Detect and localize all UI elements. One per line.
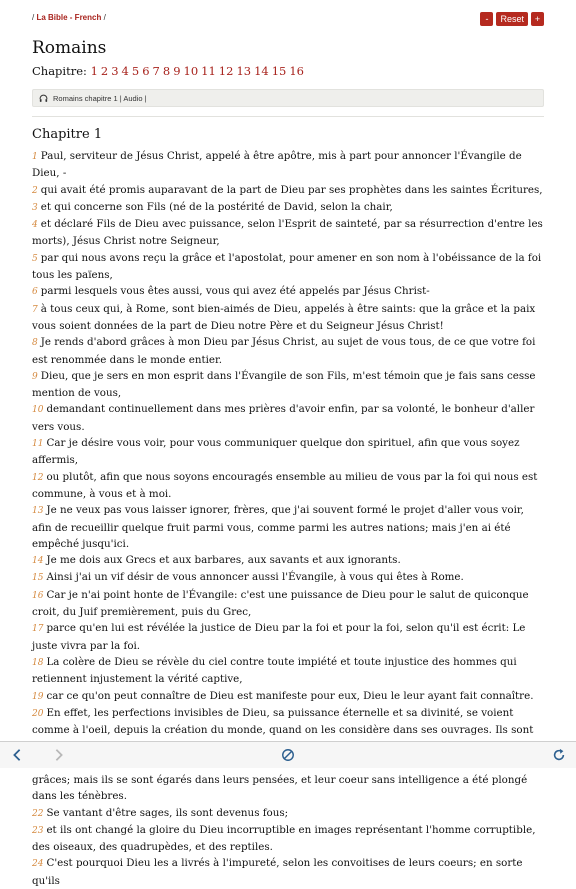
verse-text: Je rends d'abord grâces à mon Dieu par Jésus Christ, au sujet de vous tous, de ce que votre foi est renommée dans le monde entier. <box>32 336 536 366</box>
verse <box>32 250 546 284</box>
verse <box>32 569 546 586</box>
verse-text: Paul, serviteur de Jésus Christ, appelé à être apôtre, mis à part pour annoncer l'Évangile de Dieu, - <box>32 150 522 180</box>
breadcrumb-link-bible[interactable]: La Bible - French <box>36 13 102 22</box>
chapter-link-11[interactable]: 11 <box>201 64 216 78</box>
verse-number: 16 <box>32 590 44 601</box>
forward-arrow-icon[interactable] <box>52 747 66 766</box>
verse-text: et déclaré Fils de Dieu avec puissance, selon l'Esprit de sainteté, par sa résurrection d'entre les morts), Jésus Christ notre Seigneur, <box>32 218 543 248</box>
chapter-link-3[interactable]: 3 <box>111 64 119 78</box>
verse-text: C'est pourquoi Dieu les a livrés à l'impureté, selon les convoitises de leurs coeurs; en sorte qu'ils <box>32 857 523 887</box>
verse-number: 11 <box>32 439 44 450</box>
verse-text: Dieu, que je sers en mon esprit dans l'Évangile de son Fils, m'est témoin que je fais sans cesse mention de vous, <box>32 369 536 400</box>
verse-text: car ce qu'on peut connaître de Dieu est manifeste pour eux, Dieu le leur ayant fait connaître. <box>46 689 534 702</box>
chapter-link-7[interactable]: 7 <box>152 64 160 78</box>
chapter-label: Chapitre: <box>32 64 87 78</box>
verse-number: 8 <box>32 338 38 349</box>
verse <box>32 620 546 654</box>
verse <box>32 283 546 300</box>
verse <box>32 855 546 889</box>
verse-text: Car je n'ai point honte de l'Évangile: c'est une puissance de Dieu pour le salut de quiconque croit, du Juif premièrement, puis du Grec, <box>32 588 529 619</box>
verse <box>32 502 546 552</box>
verse <box>32 334 546 368</box>
page-title: Romains <box>32 38 107 58</box>
chapter-nav <box>32 64 307 78</box>
verse-text: parce qu'en lui est révélée la justice de Dieu par la foi et pour la foi, selon qu'il est écrit: Le juste vivra par la foi. <box>32 622 526 652</box>
chapter-link-2[interactable]: 2 <box>100 64 109 78</box>
verse-number: 15 <box>32 573 44 584</box>
verse <box>32 301 546 335</box>
chapter-link-14[interactable]: 14 <box>254 64 269 78</box>
verse-number: 6 <box>32 287 38 298</box>
audio-bar <box>32 89 544 107</box>
verse-number: 2 <box>32 185 38 196</box>
increase-font-button[interactable]: + <box>531 12 544 26</box>
verse-number: 7 <box>32 304 38 315</box>
verse-number: 12 <box>32 472 44 483</box>
headphones-icon[interactable] <box>39 94 48 103</box>
verse-text: par qui nous avons reçu la grâce et l'apostolat, pour amener en son nom à l'obéissance de la foi tous les païens, <box>32 251 542 282</box>
chapter-link-5[interactable]: 5 <box>131 64 140 78</box>
chapter-link-10[interactable]: 10 <box>183 64 199 78</box>
verse <box>32 469 546 503</box>
chapter-list <box>91 64 307 78</box>
verse-text: Car je désire vous voir, pour vous communiquer quelque don spirituel, afin que vous soyez affermis, <box>32 437 520 467</box>
verse-number: 3 <box>32 202 38 213</box>
verse-text: Ainsi j'ai un vif désir de vous annoncer aussi l'Évangile, à vous qui êtes à Rome. <box>46 571 464 584</box>
verse-number: 9 <box>32 371 38 382</box>
decrease-font-button[interactable]: - <box>480 12 493 26</box>
verse-text: qui avait été promis auparavant de la part de Dieu par ses prophètes dans les saintes Écritures, <box>40 183 543 196</box>
verse-list <box>32 148 546 889</box>
breadcrumb-prefix: / <box>32 13 37 22</box>
chapter-link-12[interactable]: 12 <box>218 64 234 78</box>
bottom-toolbar <box>0 741 576 768</box>
verse-number: 19 <box>32 691 44 702</box>
reload-icon[interactable] <box>552 747 566 766</box>
breadcrumb <box>32 13 106 22</box>
verse-text: grâces; mais ils se sont égarés dans leurs pensées, et leur coeur sans intelligence a été plongé dans les ténèbres. <box>32 773 528 803</box>
top-bar <box>32 12 544 28</box>
block-icon[interactable] <box>281 747 295 766</box>
verse-number: 24 <box>32 859 44 870</box>
verse <box>32 822 546 856</box>
breadcrumb-suffix: / <box>101 13 106 22</box>
verse-number: 22 <box>32 808 44 819</box>
verse-number: 4 <box>32 220 38 231</box>
verse-text: et ils ont changé la gloire du Dieu incorruptible en images représentant l'homme corruptible, des oiseaux, des quadrupèdes, et des reptiles. <box>32 823 536 854</box>
verse-number: 18 <box>32 657 44 668</box>
chapter-link-1[interactable]: 1 <box>90 64 98 78</box>
verse <box>32 688 546 705</box>
audio-bar-text[interactable]: Romains chapitre 1 | Audio | <box>53 93 147 103</box>
back-arrow-icon[interactable] <box>10 747 24 766</box>
verse-number: 23 <box>32 825 44 836</box>
verse-text: et qui concerne son Fils (né de la postérité de David, selon la chair, <box>40 200 393 213</box>
chapter-link-9[interactable]: 9 <box>173 64 181 78</box>
verse <box>32 552 546 569</box>
verse-number: 10 <box>32 405 44 416</box>
verse <box>32 587 546 621</box>
chapter-heading: Chapitre 1 <box>32 127 103 142</box>
verse <box>32 654 546 688</box>
verse <box>32 368 546 402</box>
verse-number: 17 <box>32 624 44 635</box>
verse-text: ou plutôt, afin que nous soyons encouragés ensemble au milieu de vous par la foi qui nous est commune, à vous et à moi. <box>32 470 538 500</box>
chapter-link-4[interactable]: 4 <box>121 64 129 78</box>
verse <box>32 182 546 199</box>
verse-text: demandant continuellement dans mes prières d'avoir enfin, par sa volonté, le bonheur d'aller vers vous. <box>32 403 535 433</box>
font-size-controls <box>480 12 544 26</box>
chapter-link-15[interactable]: 15 <box>271 64 287 78</box>
verse-number: 5 <box>32 253 38 264</box>
verse-text: parmi lesquels vous êtes aussi, vous qui avez été appelés par Jésus Christ- <box>40 285 430 298</box>
verse <box>32 401 546 435</box>
verse-text: Se vantant d'être sages, ils sont devenus fous; <box>46 806 289 819</box>
reset-font-button[interactable]: Reset <box>496 12 528 26</box>
verse-number: 20 <box>32 708 44 719</box>
chapter-link-6[interactable]: 6 <box>142 64 150 78</box>
verse-text: En effet, les perfections invisibles de Dieu, sa puissance éternelle et sa divinité, se voient comme à l'oeil, depuis la création du monde, quand on les considère dans ses ouvrages. Ils sont <box>32 706 534 737</box>
divider <box>32 116 544 117</box>
verse <box>32 805 546 822</box>
chapter-link-16[interactable]: 16 <box>289 64 304 78</box>
verse-text: Je me dois aux Grecs et aux barbares, aux savants et aux ignorants. <box>46 554 401 567</box>
chapter-link-8[interactable]: 8 <box>162 64 171 78</box>
verse-number: 13 <box>32 506 44 517</box>
verse <box>32 216 546 250</box>
chapter-link-13[interactable]: 13 <box>236 64 252 78</box>
verse <box>32 199 546 216</box>
verse-text: La colère de Dieu se révèle du ciel contre toute impiété et toute injustice des hommes qui retiennent injustement la vérité captive, <box>32 655 517 686</box>
verse-number: 14 <box>32 556 44 567</box>
verse-text: Je ne veux pas vous laisser ignorer, frères, que j'ai souvent formé le projet d'aller vous voir, afin de recueillir quelque fruit parmi vous, comme parmi les autres nations; mais j'en ai été empêché jusqu'ici. <box>32 504 524 550</box>
verse <box>32 148 546 182</box>
verse-number: 1 <box>32 152 38 162</box>
verse <box>32 435 546 469</box>
verse-text: à tous ceux qui, à Rome, sont bien-aimés de Dieu, appelés à être saints: que la grâce et la paix vous soient données de la part de Dieu notre Père et du Seigneur Jésus Christ! <box>32 302 536 332</box>
